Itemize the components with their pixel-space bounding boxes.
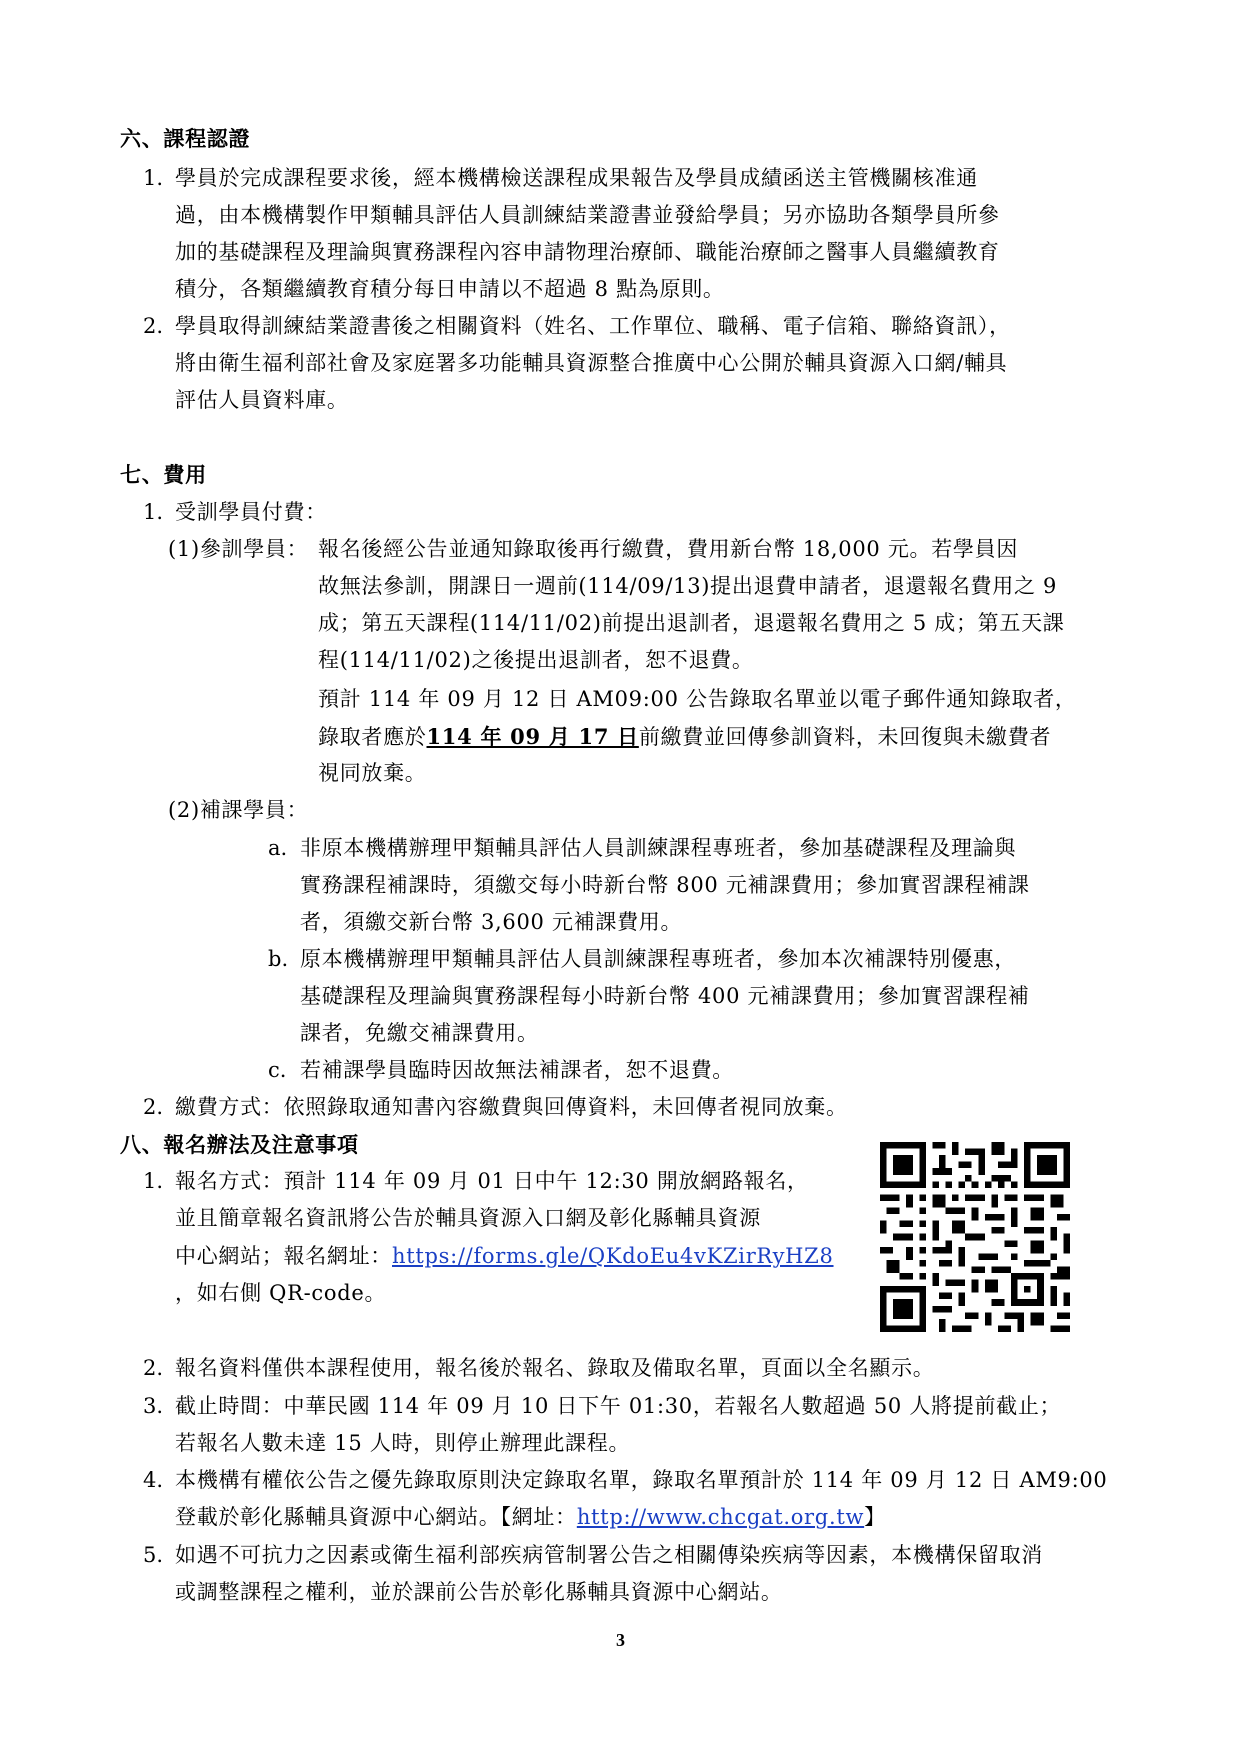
sec8-item5-line2: 或調整課程之權利，並於課前公告於彰化縣輔具資源中心網站。: [175, 1580, 783, 1604]
sec6-item1-line2: 過，由本機構製作甲類輔具評估人員訓練結業證書並發給學員；另亦協助各類學員所參: [175, 203, 1000, 227]
sec8-item3-line1: 截止時間：中華民國 114 年 09 月 10 日下午 01:30，若報名人數超過 50 人將提前截止；: [175, 1394, 1062, 1418]
sec7-b-line1: 原本機構辦理甲類輔具評估人員訓練課程專班者，參加本次補課特別優惠，: [300, 947, 1017, 971]
sec7-item1-label: 受訓學員付費：: [175, 500, 327, 524]
sec7-c-line: 若補課學員臨時因故無法補課者，恕不退費。: [300, 1058, 734, 1082]
sec7-item1-number: 1.: [143, 500, 164, 524]
sec7-b-line2: 基礎課程及理論與實務課程每小時新台幣 400 元補課費用；參加實習課程補: [300, 984, 1030, 1008]
sec7-item2-line: 繳費方式：依照錄取通知書內容繳費與回傳資料，未回傳者視同放棄。: [175, 1095, 848, 1119]
page-number: 3: [616, 1630, 625, 1650]
sec6-item1-line4: 積分，各類繼續教育積分每日申請以不超過 8 點為原則。: [175, 277, 725, 301]
chcgat-website-link[interactable]: http://www.chcgat.org.tw: [576, 1505, 865, 1529]
sec7-a-line2: 實務課程補課時，須繳交每小時新台幣 800 元補課費用；參加實習課程補課: [300, 873, 1030, 897]
sec6-item1-line3: 加的基礎課程及理論與實務課程內容申請物理治療師、職能治療師之醫事人員繼續教育: [175, 240, 1000, 264]
sec7-sub1-line6-pre: 錄取者應於: [318, 725, 427, 749]
sec6-item1-number: 1.: [143, 166, 164, 190]
sec7-item2-number: 2.: [143, 1095, 164, 1119]
sec8-item1-line1: 報名方式：預計 114 年 09 月 01 日中午 12:30 開放網路報名，: [175, 1169, 809, 1193]
sec6-item2-line3: 評估人員資料庫。: [175, 388, 349, 412]
sec7-a-line3: 者，須繳交新台幣 3,600 元補課費用。: [300, 910, 683, 934]
sec8-item1-line3: [175, 1246, 834, 1267]
registration-form-link[interactable]: https://forms.gle/QKdoEu4vKZirRyHZ8: [392, 1244, 834, 1268]
sec8-item3-line2: 若報名人數未達 15 人時，則停止辦理此課程。: [175, 1431, 631, 1455]
sec7-sub1-line2: 故無法參訓，開課日一週前(114/09/13)提出退費申請者，退還報名費用之 9: [318, 574, 1058, 598]
sec7-sub1-label: (1)參訓學員：: [168, 537, 309, 561]
qr-code-icon[interactable]: [880, 1142, 1070, 1332]
sec7-a-marker: a.: [268, 836, 288, 860]
sec7-sub1-line6: [318, 726, 1051, 748]
sec7-sub2-label: (2)補課學員：: [168, 798, 309, 822]
section-8-heading: 八、報名辦法及注意事項: [120, 1132, 359, 1157]
sec7-b-marker: b.: [268, 947, 289, 971]
sec8-item4-line2: [175, 1507, 886, 1528]
sec6-item2-line1: 學員取得訓練結業證書後之相關資料（姓名、工作單位、職稱、電子信箱、聯絡資訊），: [175, 314, 1011, 338]
payment-deadline: 114 年 09 月 17 日: [426, 724, 639, 749]
sec7-sub1-line1: 報名後經公告並通知錄取後再行繳費，費用新台幣 18,000 元。若學員因: [318, 537, 1019, 561]
sec7-sub1-line3: 成；第五天課程(114/11/02)前提出退訓者，退還報名費用之 5 成；第五天課: [318, 611, 1065, 635]
sec8-item5-line1: 如遇不可抗力之因素或衛生福利部疾病管制署公告之相關傳染疾病等因素，本機構保留取消: [175, 1543, 1043, 1567]
sec8-item1-line4: ，如右側 QR-code。: [175, 1281, 387, 1305]
section-7-heading: 七、費用: [120, 462, 207, 487]
sec6-item1-line1: 學員於完成課程要求後，經本機構檢送課程成果報告及學員成績函送主管機關核准通: [175, 166, 978, 190]
sec6-item2-number: 2.: [143, 314, 164, 338]
sec8-item4-number: 4.: [143, 1468, 164, 1492]
sec8-item2-line: 報名資料僅供本課程使用，報名後於報名、錄取及備取名單，頁面以全名顯示。: [175, 1356, 935, 1380]
sec8-item4-line1: 本機構有權依公告之優先錄取原則決定錄取名單，錄取名單預計於 114 年 09 月 12 日 AM9:00: [175, 1468, 1108, 1492]
sec8-item3-number: 3.: [143, 1394, 164, 1418]
sec6-item2-line2: 將由衛生福利部社會及家庭署多功能輔具資源整合推廣中心公開於輔具資源入口網/輔具: [175, 351, 1008, 375]
sec8-item1-number: 1.: [143, 1169, 164, 1193]
sec8-item1-line2: 並且簡章報名資訊將公告於輔具資源入口網及彰化縣輔具資源: [175, 1206, 761, 1230]
sec8-item1-line3-pre: 中心網站；報名網址：: [175, 1244, 392, 1268]
sec7-b-line3: 課者，免繳交補課費用。: [300, 1021, 539, 1045]
sec8-item4-line2-pre: 登載於彰化縣輔具資源中心網站。【網址：: [175, 1505, 577, 1529]
sec8-item5-number: 5.: [143, 1543, 164, 1567]
sec7-a-line1: 非原本機構辦理甲類輔具評估人員訓練課程專班者，參加基礎課程及理論與: [300, 836, 1017, 860]
sec8-item2-number: 2.: [143, 1356, 164, 1380]
sec7-sub1-line6-post: 前繳費並回傳參訓資料，未回復與未繳費者: [638, 725, 1052, 749]
sec7-c-marker: c.: [268, 1058, 287, 1082]
sec7-sub1-line5: 預計 114 年 09 月 12 日 AM09:00 公告錄取名單並以電子郵件通知錄取者，: [318, 687, 1077, 711]
sec8-item4-line2-post: 】: [864, 1505, 886, 1529]
sec7-sub1-line7: 視同放棄。: [318, 761, 427, 785]
section-6-heading: 六、課程認證: [120, 126, 251, 151]
sec7-sub1-line4: 程(114/11/02)之後提出退訓者，恕不退費。: [318, 648, 754, 672]
